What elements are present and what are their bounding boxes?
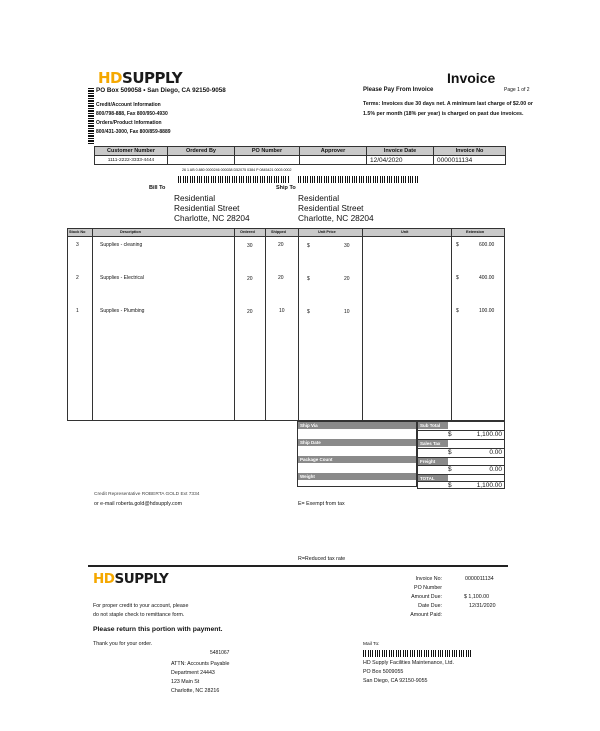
customer-number-value: 1111-2222-3333-4444 — [95, 156, 168, 165]
remit-amount-due: $ 1,100.00 — [464, 594, 490, 600]
total-row: $ 1,100.00 — [418, 481, 504, 490]
col-divider — [234, 229, 235, 421]
remit-invoice-no: 0000011134 — [465, 576, 494, 582]
freight-value: 0.00 — [489, 466, 502, 473]
col-unit-price: Unit Price — [318, 230, 336, 234]
col-invoice-no: Invoice No — [434, 147, 506, 156]
account-code: 5481067 — [210, 650, 230, 656]
freight-label: Freight — [418, 458, 448, 465]
barcode-right — [298, 176, 418, 183]
col-unit: Unit — [401, 230, 409, 234]
reduced-note: R=Reduced tax rate — [298, 556, 346, 562]
ordered-by-value — [168, 156, 235, 165]
company-contact: Credit/Account Information 800/798-888, Fax 800/950-4930 Orders/Product Information 800/431-3000, Fax 800/859-8889 — [96, 102, 171, 135]
col-stock-no: Stock No — [69, 230, 86, 234]
approver-value — [300, 156, 367, 165]
bill-to-label: Bill To — [149, 185, 166, 191]
col-approver: Approver — [300, 147, 367, 156]
sales-tax-value: 0.00 — [489, 449, 502, 456]
proper-credit-note: For proper credit to your account, please do not staple check to remittance form. — [93, 603, 189, 618]
bill-to-address: Residential Residential Street Charlotte, NC 28204 — [174, 193, 250, 223]
col-divider — [451, 229, 452, 421]
col-divider — [362, 229, 363, 421]
col-customer-number: Customer Number — [95, 147, 168, 156]
exempt-note: E= Exempt from tax — [298, 501, 345, 507]
col-po-number: PO Number — [235, 147, 300, 156]
col-ordered: Ordered — [240, 230, 255, 234]
col-ordered-by: Ordered By — [168, 147, 235, 156]
mail-to-label: Mail To: — [363, 642, 380, 647]
ship-via-label: Ship Via — [298, 422, 416, 429]
totals-summary — [417, 421, 505, 489]
sub-total-label: Sub Total — [418, 422, 448, 429]
total-value: 1,100.00 — [476, 482, 502, 489]
hd-supply-logo: HDSUPPLY — [98, 69, 183, 87]
col-description: Description — [120, 230, 141, 234]
weight-label: Weight — [298, 473, 416, 480]
invoice-title: Invoice — [447, 70, 496, 86]
credit-rep: Credit Representative ROBERTA GOLD Ext 7334 — [94, 492, 200, 497]
package-count-label: Package Count — [298, 456, 416, 463]
page-indicator: Page 1 of 2 — [504, 87, 530, 93]
ship-to-label: Ship To — [276, 185, 296, 191]
sales-tax-row: $ 0.00 — [418, 448, 504, 458]
po-number-value — [235, 156, 300, 165]
invoice-header-table — [94, 146, 506, 165]
sub-total-value: 1,100.00 — [476, 431, 502, 438]
total-label: TOTAL — [418, 475, 448, 482]
invoice-no-value: 0000011134 — [434, 156, 506, 165]
mail-to-address: HD Supply Facilities Maintenance, Ltd. PO Box 5009055 San Diego, CA 92150-9055 — [363, 660, 454, 684]
col-extension: Extension — [466, 230, 485, 234]
col-divider — [298, 229, 299, 421]
shipping-summary — [297, 421, 417, 487]
pay-from-label: Please Pay From Invoice — [363, 87, 434, 93]
attn-address: ATTN: Accounts Payable Department 24443 123 Main St Charlotte, NC 28216 — [171, 661, 230, 694]
company-address: PO Box 509058 • San Diego, CA 92150-9058 — [96, 87, 226, 94]
ship-to-address: Residential Residential Street Charlotte, NC 28204 — [298, 193, 374, 223]
remit-date-due: 12/31/2020 — [469, 603, 496, 609]
col-invoice-date: Invoice Date — [367, 147, 434, 156]
thank-you-note: Thank you for your order. — [93, 641, 153, 647]
items-table: Stock No Description Ordered Shipped Unit Price Unit Extension 3 Supplies - cleaning 30 20 $ 30 $ 600.00 2 Supplies - Electrical 20 20 $ 20 $ 400.00 1 Supplies - Plumbing 20 10 $ 10 $ 100.00 — [67, 228, 505, 421]
sales-tax-label: Sales Tax — [418, 440, 448, 447]
remit-labels: Invoice No: PO Number Amount Due: Date Due: Amount Paid: — [410, 576, 442, 618]
freight-row: $ 0.00 — [418, 465, 504, 475]
mail-to-barcode — [363, 650, 473, 657]
remittance-divider — [88, 565, 508, 567]
invoice-date-value: 12/04/2020 — [367, 156, 434, 165]
credit-email: or e-mail roberta.gold@hdsupply.com — [94, 501, 183, 507]
col-divider — [265, 229, 266, 421]
side-barcode — [88, 88, 94, 144]
col-shipped: Shipped — [271, 230, 286, 234]
terms-text: Terms: Invoices due 30 days net. A minimum last charge of $2.00 or 1.5% per month (18% per year) is charged on past due invoices. — [363, 101, 533, 117]
col-divider — [92, 229, 93, 421]
return-portion-note: Please return this portion with payment. — [93, 626, 223, 633]
barcode-text: 26 1 AB 0.880 0000246 000038 D52075 0384 P 0845421 0003 0002 — [182, 168, 292, 172]
barcode-left — [178, 176, 289, 183]
hd-supply-logo-remit: HDSUPPLY — [93, 571, 169, 587]
ship-date-label: Ship Date — [298, 439, 416, 446]
sub-total-row: $ 1,100.00 — [418, 430, 504, 440]
